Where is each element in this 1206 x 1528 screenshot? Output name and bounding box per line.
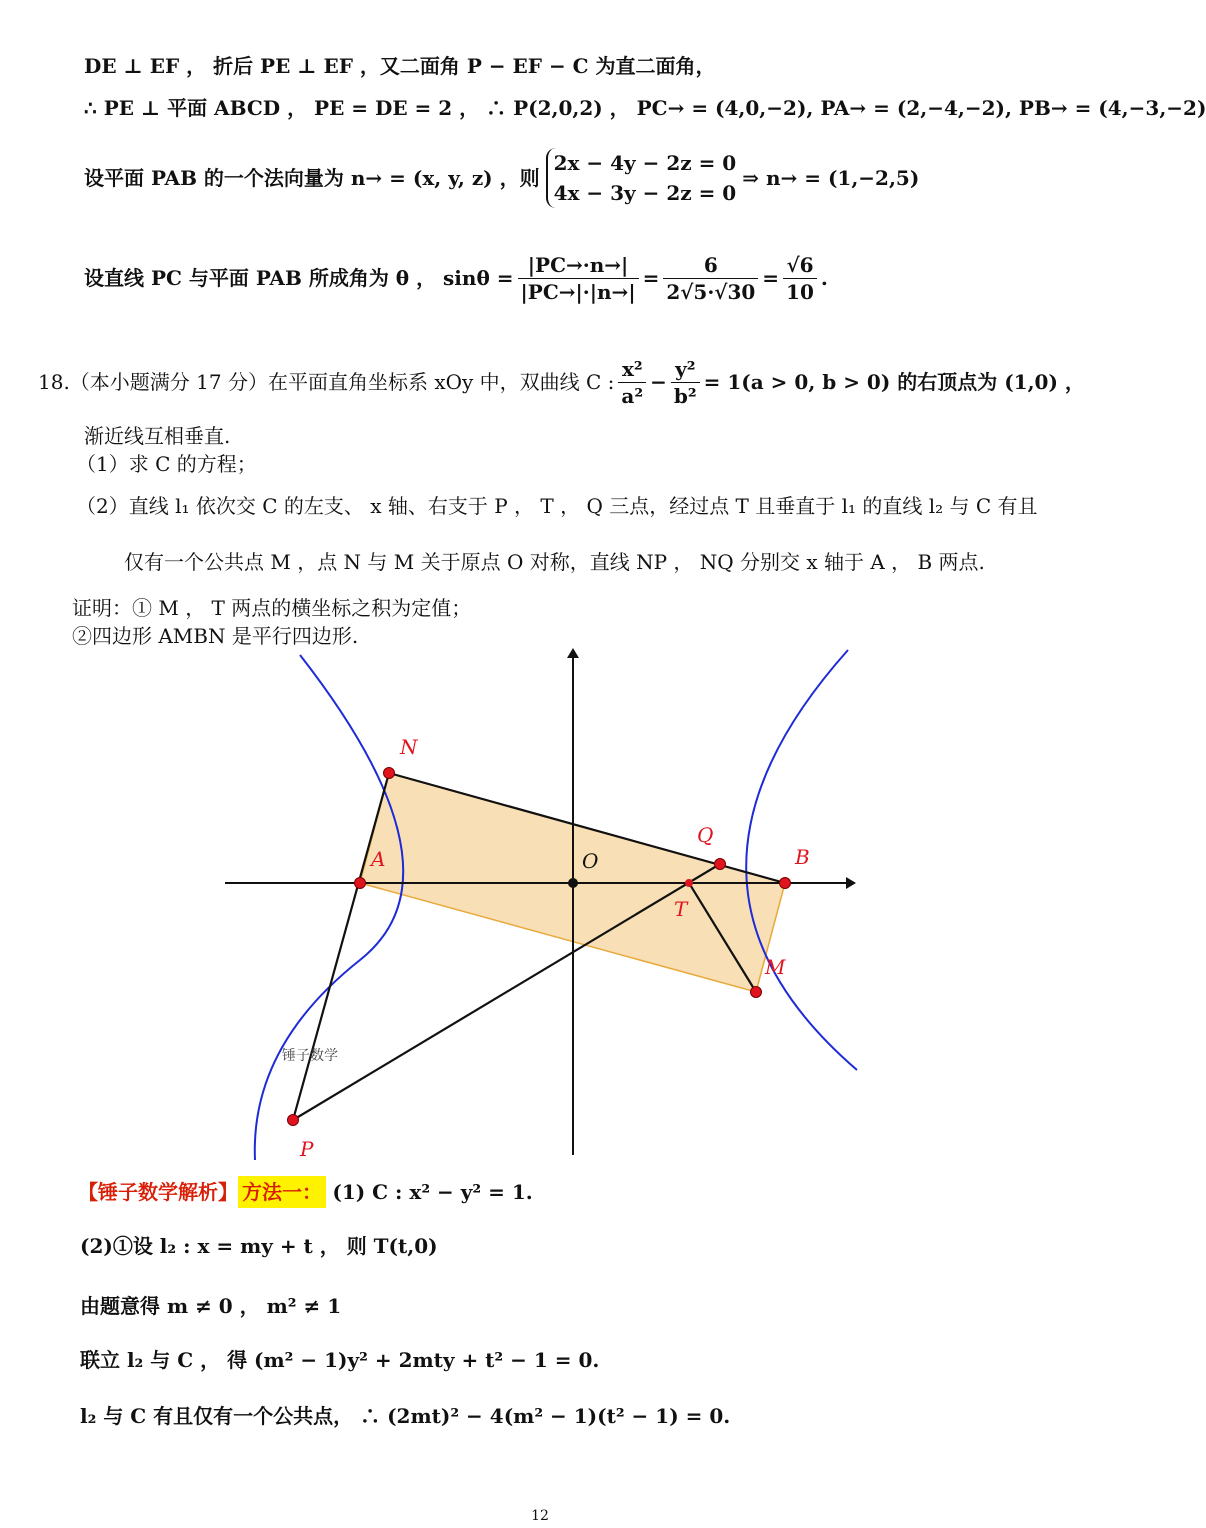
point-A (355, 878, 366, 889)
label-M: M (765, 955, 786, 979)
solution-line-5: l₂ 与 C 有且仅有一个公共点， ∴ (2mt)² − 4(m² − 1)(t² − 1) = 0. (80, 1404, 731, 1428)
proof-item-1: 证明：① M ， T 两点的横坐标之积为定值； (72, 596, 472, 620)
question-18-part-2b: 仅有一个公共点 M ，点 N 与 M 关于原点 O 对称，直线 NP ， NQ 分别交 x 轴于 A ， B 两点. (124, 550, 985, 574)
minus-sign: − (650, 370, 667, 394)
y-axis-arrow-icon (567, 648, 579, 658)
hyperbola-fraction-x (618, 356, 646, 409)
question-18-line-2: 渐近线互相垂直. (84, 424, 231, 448)
label-Q: Q (697, 823, 714, 847)
equation-2: 4x − 3y − 2z = 0 (553, 181, 737, 205)
equals-sign-2: = (762, 266, 780, 290)
sine-fraction-2 (663, 252, 758, 305)
label-A: A (371, 847, 386, 871)
sine-fraction-2-den: 2√5·√30 (666, 279, 756, 304)
sine-fraction-1-num: |PC→·n→| (518, 252, 639, 279)
normal-vector-result: ⇒ n→ = (1,−2,5) (742, 166, 920, 190)
sine-fraction-2-num: 6 (663, 252, 758, 279)
period: . (820, 266, 828, 290)
sine-fraction-1-den: |PC→|·|n→| (520, 279, 636, 304)
point-O (568, 878, 578, 888)
text-line-2: ∴ PE ⊥ 平面 ABCD ， PE = DE = 2 ， ∴ P(2,0,2) ， PC→ = (4,0,−2), PA→ = (2,−4,−2), PB→ = (4,−3,−2) (84, 96, 1206, 120)
sine-prefix: 设直线 PC 与平面 PAB 所成角为 θ ， sinθ = (84, 266, 514, 290)
solution-line-3: 由题意得 m ≠ 0 ， m² ≠ 1 (80, 1294, 342, 1318)
label-N: N (400, 735, 418, 759)
label-T: T (674, 897, 688, 921)
solution-line-4: 联立 l₂ 与 C ， 得 (m² − 1)y² + 2mty + t² − 1 = 0. (80, 1348, 600, 1372)
hyperbola-fraction-x-num: x² (618, 356, 646, 383)
solution-tag: 【锤子数学解析】 (78, 1180, 238, 1204)
sine-fraction-1 (518, 252, 639, 305)
question-18-prefix: 18.（本小题满分 17 分）在平面直角坐标系 xOy 中，双曲线 C : (38, 370, 615, 394)
solution-line-1: (1) C : x² − y² = 1. (332, 1180, 533, 1204)
label-O: O (582, 849, 599, 873)
proof-item-2: ②四边形 AMBN 是平行四边形. (72, 624, 359, 648)
page-number: 12 (531, 1508, 549, 1524)
point-Q (715, 859, 726, 870)
hyperbola-fraction-y-den: b² (673, 383, 697, 408)
sine-angle-line (84, 240, 828, 316)
left-branch-upper (255, 655, 403, 1160)
point-T (685, 879, 693, 887)
hyperbola-figure (0, 640, 1080, 1160)
normal-vector-prefix: 设平面 PAB 的一个法向量为 n→ = (x, y, z) ，则 (84, 166, 540, 190)
equation-system (546, 148, 737, 208)
hyperbola-fraction-x-den: a² (621, 383, 644, 408)
question-18-line (38, 352, 1085, 412)
watermark: 锤子数学 (282, 1048, 338, 1064)
question-18-part-1: （1）求 C 的方程； (76, 452, 257, 476)
point-P (288, 1115, 299, 1126)
question-18-part-2: （2）直线 l₁ 依次交 C 的左支、 x 轴、右支于 P ， T ， Q 三点，经过点 T 且垂直于 l₁ 的直线 l₂ 与 C 有且 (76, 494, 1038, 518)
label-B: B (795, 845, 810, 869)
sine-fraction-3-den: 10 (786, 279, 814, 304)
hyperbola-fraction-y-num: y² (671, 356, 700, 383)
sine-fraction-3-num: √6 (783, 252, 817, 279)
x-axis-arrow-icon (846, 877, 856, 889)
equation-1: 2x − 4y − 2z = 0 (553, 151, 737, 175)
point-M (751, 987, 762, 998)
text-line-1: DE ⊥ EF ， 折后 PE ⊥ EF ，又二面角 P − EF − C 为直二面角， (84, 54, 716, 78)
solution-method: 方法一： (238, 1176, 326, 1208)
sine-fraction-3 (783, 252, 817, 305)
equals-sign: = (642, 266, 660, 290)
solution-line-2: (2)①设 l₂ : x = my + t ， 则 T(t,0) (80, 1234, 438, 1258)
hyperbola-fraction-y (671, 356, 700, 409)
solution-header (78, 1174, 533, 1210)
question-18-suffix: = 1(a > 0, b > 0) 的右顶点为 (1,0) ， (703, 370, 1085, 394)
normal-vector-line (84, 148, 919, 208)
point-N (384, 768, 395, 779)
point-B (780, 878, 791, 889)
label-P: P (300, 1137, 314, 1161)
